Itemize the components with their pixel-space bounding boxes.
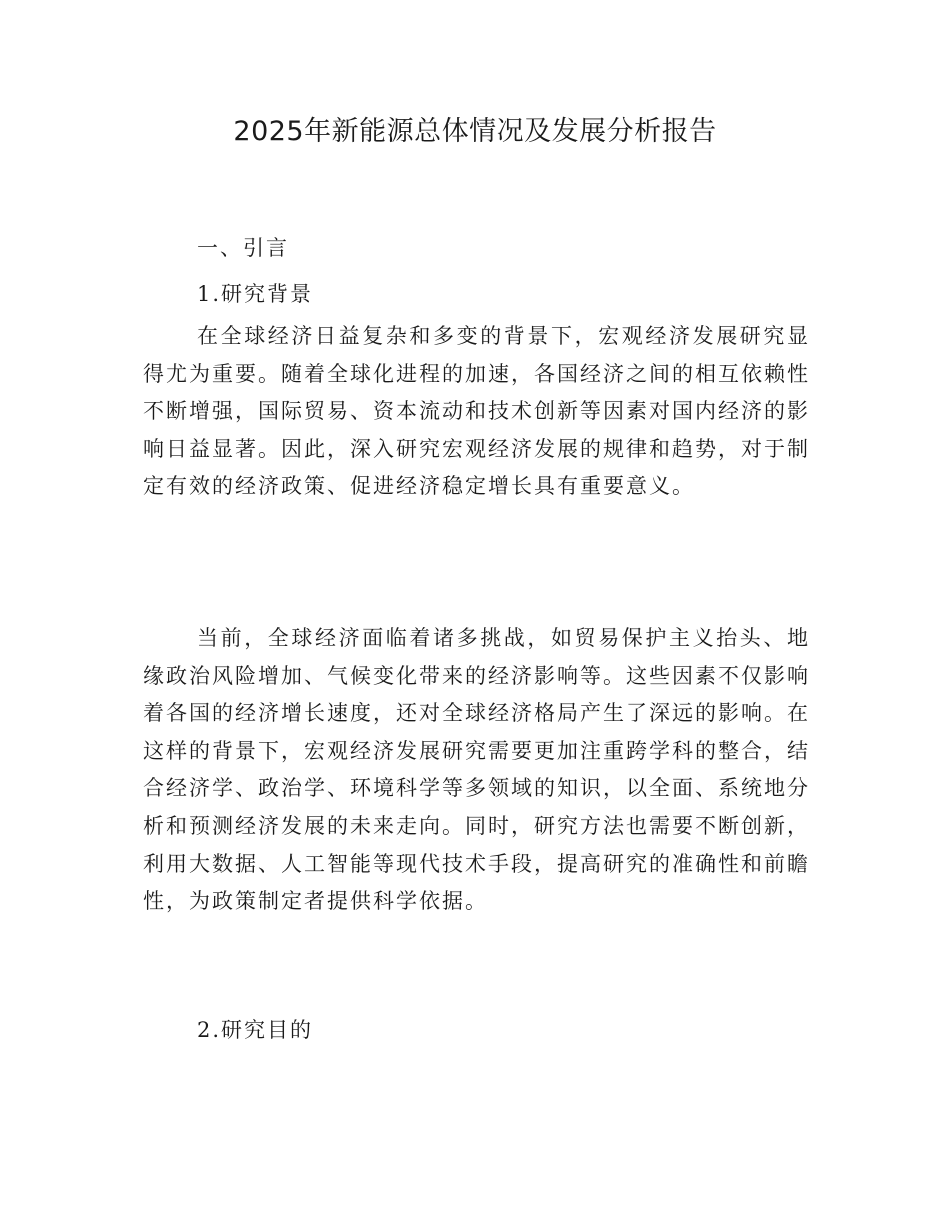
section-heading-introduction: 一、引言 — [197, 236, 289, 260]
subsection-heading-research-purpose: 2.研究目的 — [197, 1018, 314, 1042]
paragraph-background-1: 在全球经济日益复杂和多变的背景下，宏观经济发展研究显得尤为重要。随着全球化进程的加速，各国经济之间的相互依赖性不断增强，国际贸易、资本流动和技术创新等因素对国内经济的影响日益显著。因此，深入研究宏观经济发展的规律和趋势，对于制定有效的经济政策、促进经济稳定增长具有重要意义。 — [143, 324, 810, 499]
subsection-heading-research-background: 1.研究背景 — [197, 282, 314, 306]
paragraph-background-2: 当前，全球经济面临着诸多挑战，如贸易保护主义抬头、地缘政治风险增加、气候变化带来的经济影响等。这些因素不仅影响着各国的经济增长速度，还对全球经济格局产生了深远的影响。在这样的背景下，宏观经济发展研究需要更加注重跨学科的整合，结合经济学、政治学、环境科学等多领域的知识，以全面、系统地分析和预测经济发展的未来走向。同时，研究方法也需要不断创新，利用大数据、人工智能等现代技术手段，提高研究的准确性和前瞻性，为政策制定者提供科学依据。 — [143, 626, 810, 914]
document-title: 2025年新能源总体情况及发展分析报告 — [233, 116, 717, 147]
